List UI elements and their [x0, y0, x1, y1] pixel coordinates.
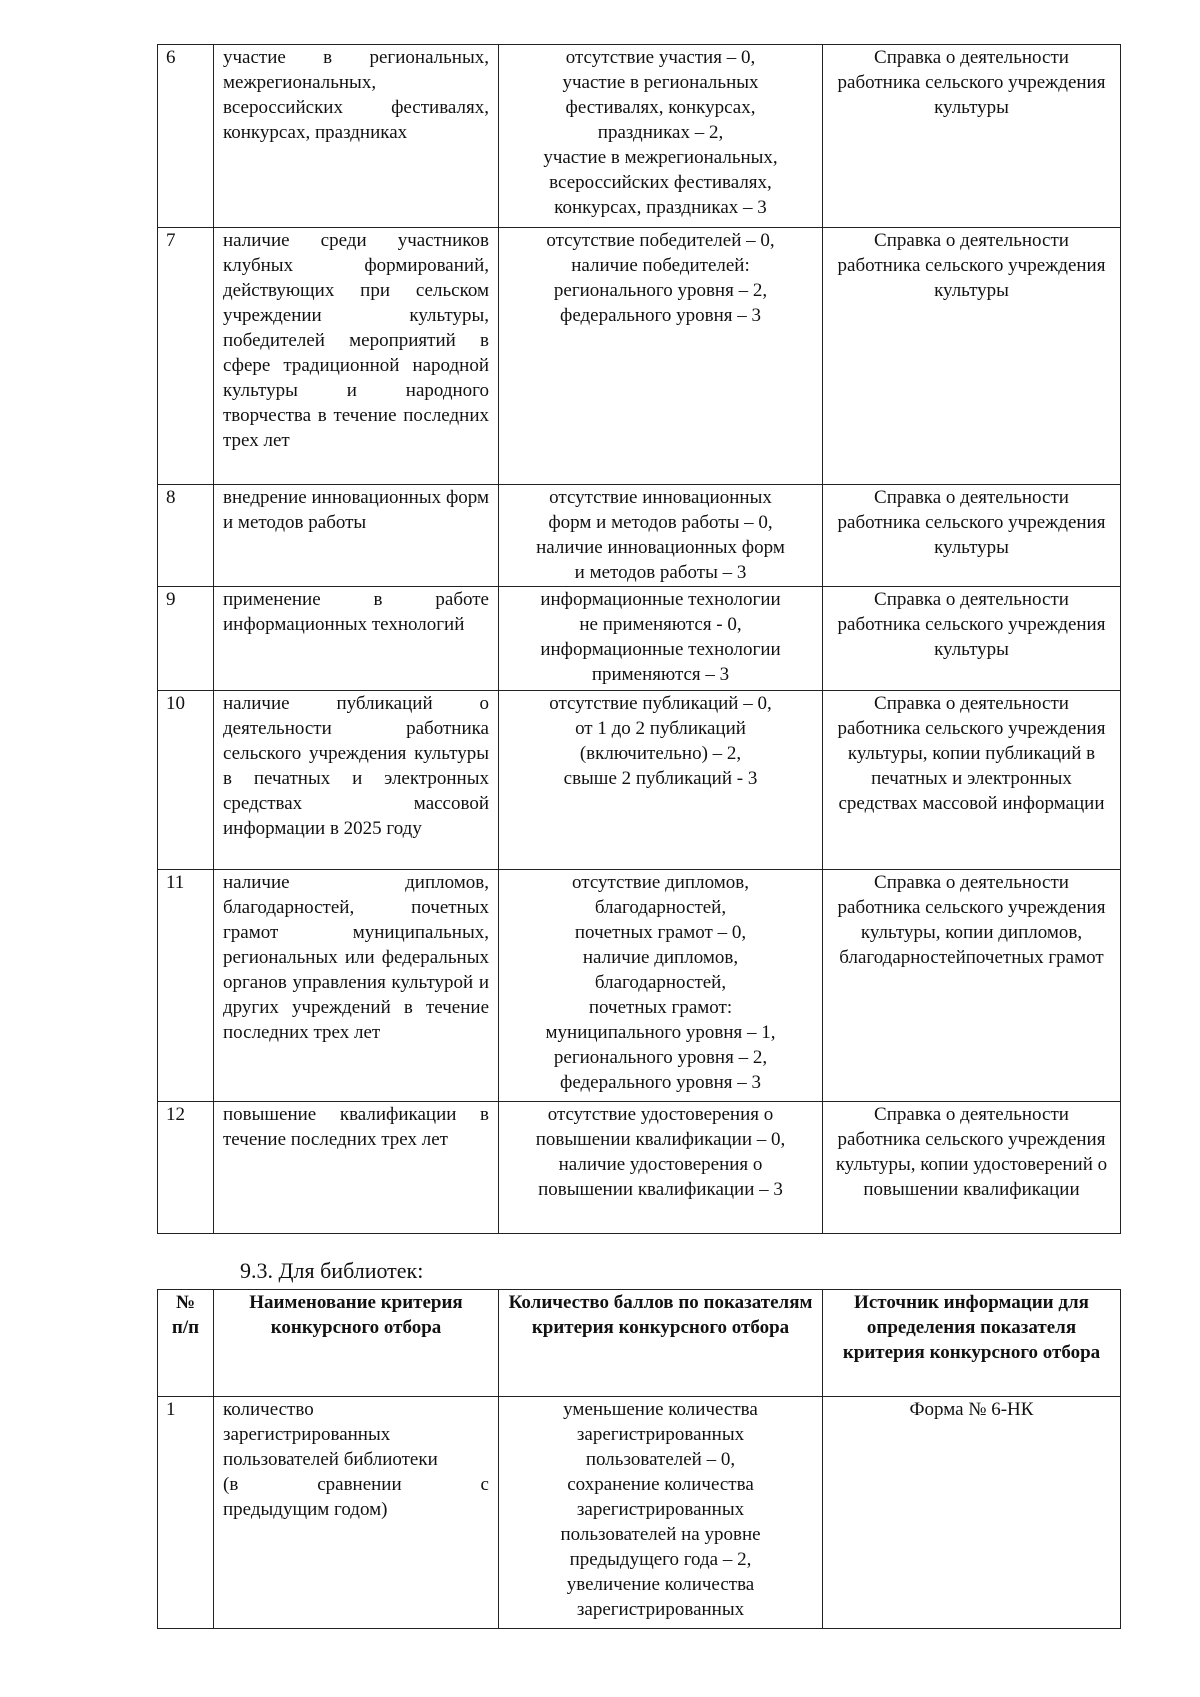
info-source: Справка о деятельности работника сельского учреждения культуры — [823, 45, 1121, 228]
info-source: Справка о деятельности работника сельского учреждения культуры — [823, 485, 1121, 587]
criteria-table-libraries — [157, 1289, 1121, 1629]
points-description: отсутствие участия – 0, участие в региональных фестивалях, конкурсах, праздниках – 2, участие в межрегиональных, всероссийских фестивалях, конкурсах, праздниках – 3 — [499, 45, 823, 228]
info-source: Справка о деятельности работника сельского учреждения культуры, копии дипломов, благодарностейпочетных грамот — [823, 870, 1121, 1102]
points-description: отсутствие удостоверения о повышении квалификации – 0, наличие удостоверения о повышении квалификации – 3 — [499, 1102, 823, 1234]
criterion-name: применение в работе информационных технологий — [214, 587, 499, 691]
points-description: отсутствие публикаций – 0, от 1 до 2 публикаций (включительно) – 2, свыше 2 публикаций - 3 — [499, 691, 823, 870]
criterion-name: повышение квалификации в течение последних трех лет — [214, 1102, 499, 1234]
info-source: Справка о деятельности работника сельского учреждения культуры — [823, 587, 1121, 691]
table-row — [158, 587, 1121, 691]
row-number: 8 — [158, 485, 214, 587]
table-row — [158, 228, 1121, 485]
row-number: 1 — [158, 1397, 214, 1629]
points-description: информационные технологии не применяются - 0, информационные технологии применяются – 3 — [499, 587, 823, 691]
table-row — [158, 691, 1121, 870]
criterion-name: наличие дипломов, благодарностей, почетных грамот муниципальных, региональных или федеральных органов управления культурой и других учреждений в течение последних трех лет — [214, 870, 499, 1102]
row-number: 7 — [158, 228, 214, 485]
table-row — [158, 1397, 1121, 1629]
row-number: 12 — [158, 1102, 214, 1234]
section-title: 9.3. Для библиотек: — [240, 1258, 424, 1283]
row-number: 11 — [158, 870, 214, 1102]
info-source: Форма № 6-НК — [823, 1397, 1121, 1629]
criteria-table-clubs — [157, 44, 1121, 1234]
points-description: отсутствие инновационных форм и методов работы – 0, наличие инновационных форм и методов работы – 3 — [499, 485, 823, 587]
points-description: уменьшение количества зарегистрированных пользователей – 0, сохранение количества зарегистрированных пользователей на уровне предыдущего года – 2, увеличение количества зарегистрированных — [499, 1397, 823, 1629]
header-num: № п/п — [158, 1290, 214, 1397]
header-points: Количество баллов по показателям критерия конкурсного отбора — [499, 1290, 823, 1397]
header-source: Источник информации для определения показателя критерия конкурсного отбора — [823, 1290, 1121, 1397]
info-source: Справка о деятельности работника сельского учреждения культуры, копии публикаций в печатных и электронных средствах массовой информации — [823, 691, 1121, 870]
info-source: Справка о деятельности работника сельского учреждения культуры, копии удостоверений о повышении квалификации — [823, 1102, 1121, 1234]
row-number: 9 — [158, 587, 214, 691]
criterion-name: количество зарегистрированных пользователей библиотеки (в сравнении с предыдущим годом) — [214, 1397, 499, 1629]
table-row — [158, 870, 1121, 1102]
header-criterion: Наименование критерия конкурсного отбора — [214, 1290, 499, 1397]
row-number: 6 — [158, 45, 214, 228]
criterion-name: внедрение инновационных форм и методов работы — [214, 485, 499, 587]
criterion-name: наличие публикаций о деятельности работника сельского учреждения культуры в печатных и электронных средствах массовой информации в 2025 году — [214, 691, 499, 870]
table-row — [158, 45, 1121, 228]
table-row — [158, 485, 1121, 587]
points-description: отсутствие победителей – 0, наличие победителей: регионального уровня – 2, федерального уровня – 3 — [499, 228, 823, 485]
points-description: отсутствие дипломов, благодарностей, почетных грамот – 0, наличие дипломов, благодарностей, почетных грамот: муниципального уровня – 1, регионального уровня – 2, федерального уровня – 3 — [499, 870, 823, 1102]
criterion-name: участие в региональных, межрегиональных, всероссийских фестивалях, конкурсах, праздниках — [214, 45, 499, 228]
row-number: 10 — [158, 691, 214, 870]
table-header-row — [158, 1290, 1121, 1397]
criterion-name: наличие среди участников клубных формирований, действующих при сельском учреждении культуры, победителей мероприятий в сфере традиционной народной культуры и народного творчества в течение последних трех лет — [214, 228, 499, 485]
info-source: Справка о деятельности работника сельского учреждения культуры — [823, 228, 1121, 485]
table-row — [158, 1102, 1121, 1234]
